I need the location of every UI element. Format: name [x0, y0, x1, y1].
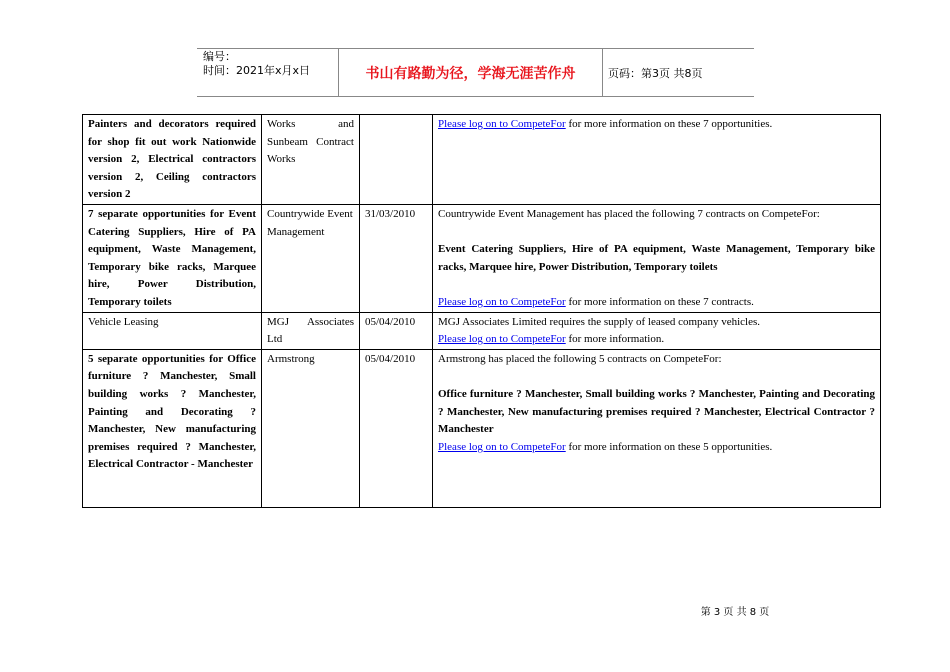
opportunity-title: 7 separate opportunities for Event Catering Suppliers, Hire of PA equipment, Waste Management, Temporary bike racks, Marquee hire, Power Distribution, Temporary toilets: [83, 205, 262, 313]
table-row: [83, 349, 881, 507]
link-suffix: for more information.: [565, 333, 665, 346]
header-code-label: 编号：: [203, 50, 236, 63]
organisation-name: Armstrong: [262, 349, 360, 507]
contract-list: Office furniture ? Manchester, Small building works ? Manchester, Painting and Decorating ? Manchester, New manufacturing premises required ? Manchester, Electrical Contractor ? Manchester: [438, 387, 875, 436]
organisation-name: Countrywide Event Management: [262, 205, 360, 313]
date-cell: [360, 115, 433, 205]
header-divider: [602, 48, 603, 96]
header-info: [203, 50, 310, 78]
description-cell: [433, 312, 881, 349]
competefor-link[interactable]: Please log on to CompeteFor: [438, 333, 566, 346]
link-suffix: for more information on these 5 opportunities.: [565, 440, 773, 453]
date-cell: 05/04/2010: [360, 312, 433, 349]
description-cell: [433, 349, 881, 507]
table-row: [83, 115, 881, 205]
description-cell: [433, 205, 881, 313]
spacer: [438, 224, 875, 242]
date-cell: 31/03/2010: [360, 205, 433, 313]
opportunity-title: 5 separate opportunities for Office furniture ? Manchester, Small building works ? Manchester, Painting and Decorating ? Manchester, New manufacturing premises required ? Manchester, Electrical Contractor - Manchester: [83, 349, 262, 507]
link-suffix: for more information on these 7 contracts.: [565, 295, 754, 308]
spacer: [438, 368, 875, 386]
description-intro: MGJ Associates Limited requires the supply of leased company vehicles.: [438, 315, 760, 328]
footer-page-number: 第 3 页 共 8 页: [700, 607, 770, 618]
competefor-link[interactable]: Please log on to CompeteFor: [438, 440, 566, 453]
description-intro: Countrywide Event Management has placed the following 7 contracts on CompeteFor:: [438, 208, 820, 220]
opportunities-table: [82, 114, 881, 508]
header-bottom-rule: [197, 96, 754, 97]
date-cell: 05/04/2010: [360, 349, 433, 507]
competefor-link[interactable]: Please log on to CompeteFor: [438, 118, 566, 130]
header-page-label: 页码：第3页 共8页: [608, 67, 703, 80]
organisation-name: MGJ Associates Ltd: [262, 312, 360, 349]
header-motto: 书山有路勤为径，学海无涯苦作舟: [365, 66, 576, 82]
description-intro: Armstrong has placed the following 5 contracts on CompeteFor:: [438, 352, 722, 365]
spacer: [438, 276, 875, 294]
opportunity-title: Vehicle Leasing: [83, 312, 262, 349]
description-cell: [433, 115, 881, 205]
competefor-link[interactable]: Please log on to CompeteFor: [438, 295, 566, 308]
link-suffix: for more information on these 7 opportunities.: [565, 118, 773, 130]
header-top-rule: [197, 48, 754, 49]
header-time-label: 时间：2021年x月x日: [203, 64, 311, 77]
organisation-name: Works and Sunbeam Contract Works: [262, 115, 360, 205]
contract-list: Event Catering Suppliers, Hire of PA equipment, Waste Management, Temporary bike racks, Marquee hire, Power Distribution, Temporary toilets: [438, 243, 875, 273]
opportunity-title: Painters and decorators required for shop fit out work Nationwide version 2, Electrical contractors version 2, Ceiling contractors version 2: [83, 115, 262, 205]
table-row: [83, 205, 881, 313]
table-row: [83, 312, 881, 349]
